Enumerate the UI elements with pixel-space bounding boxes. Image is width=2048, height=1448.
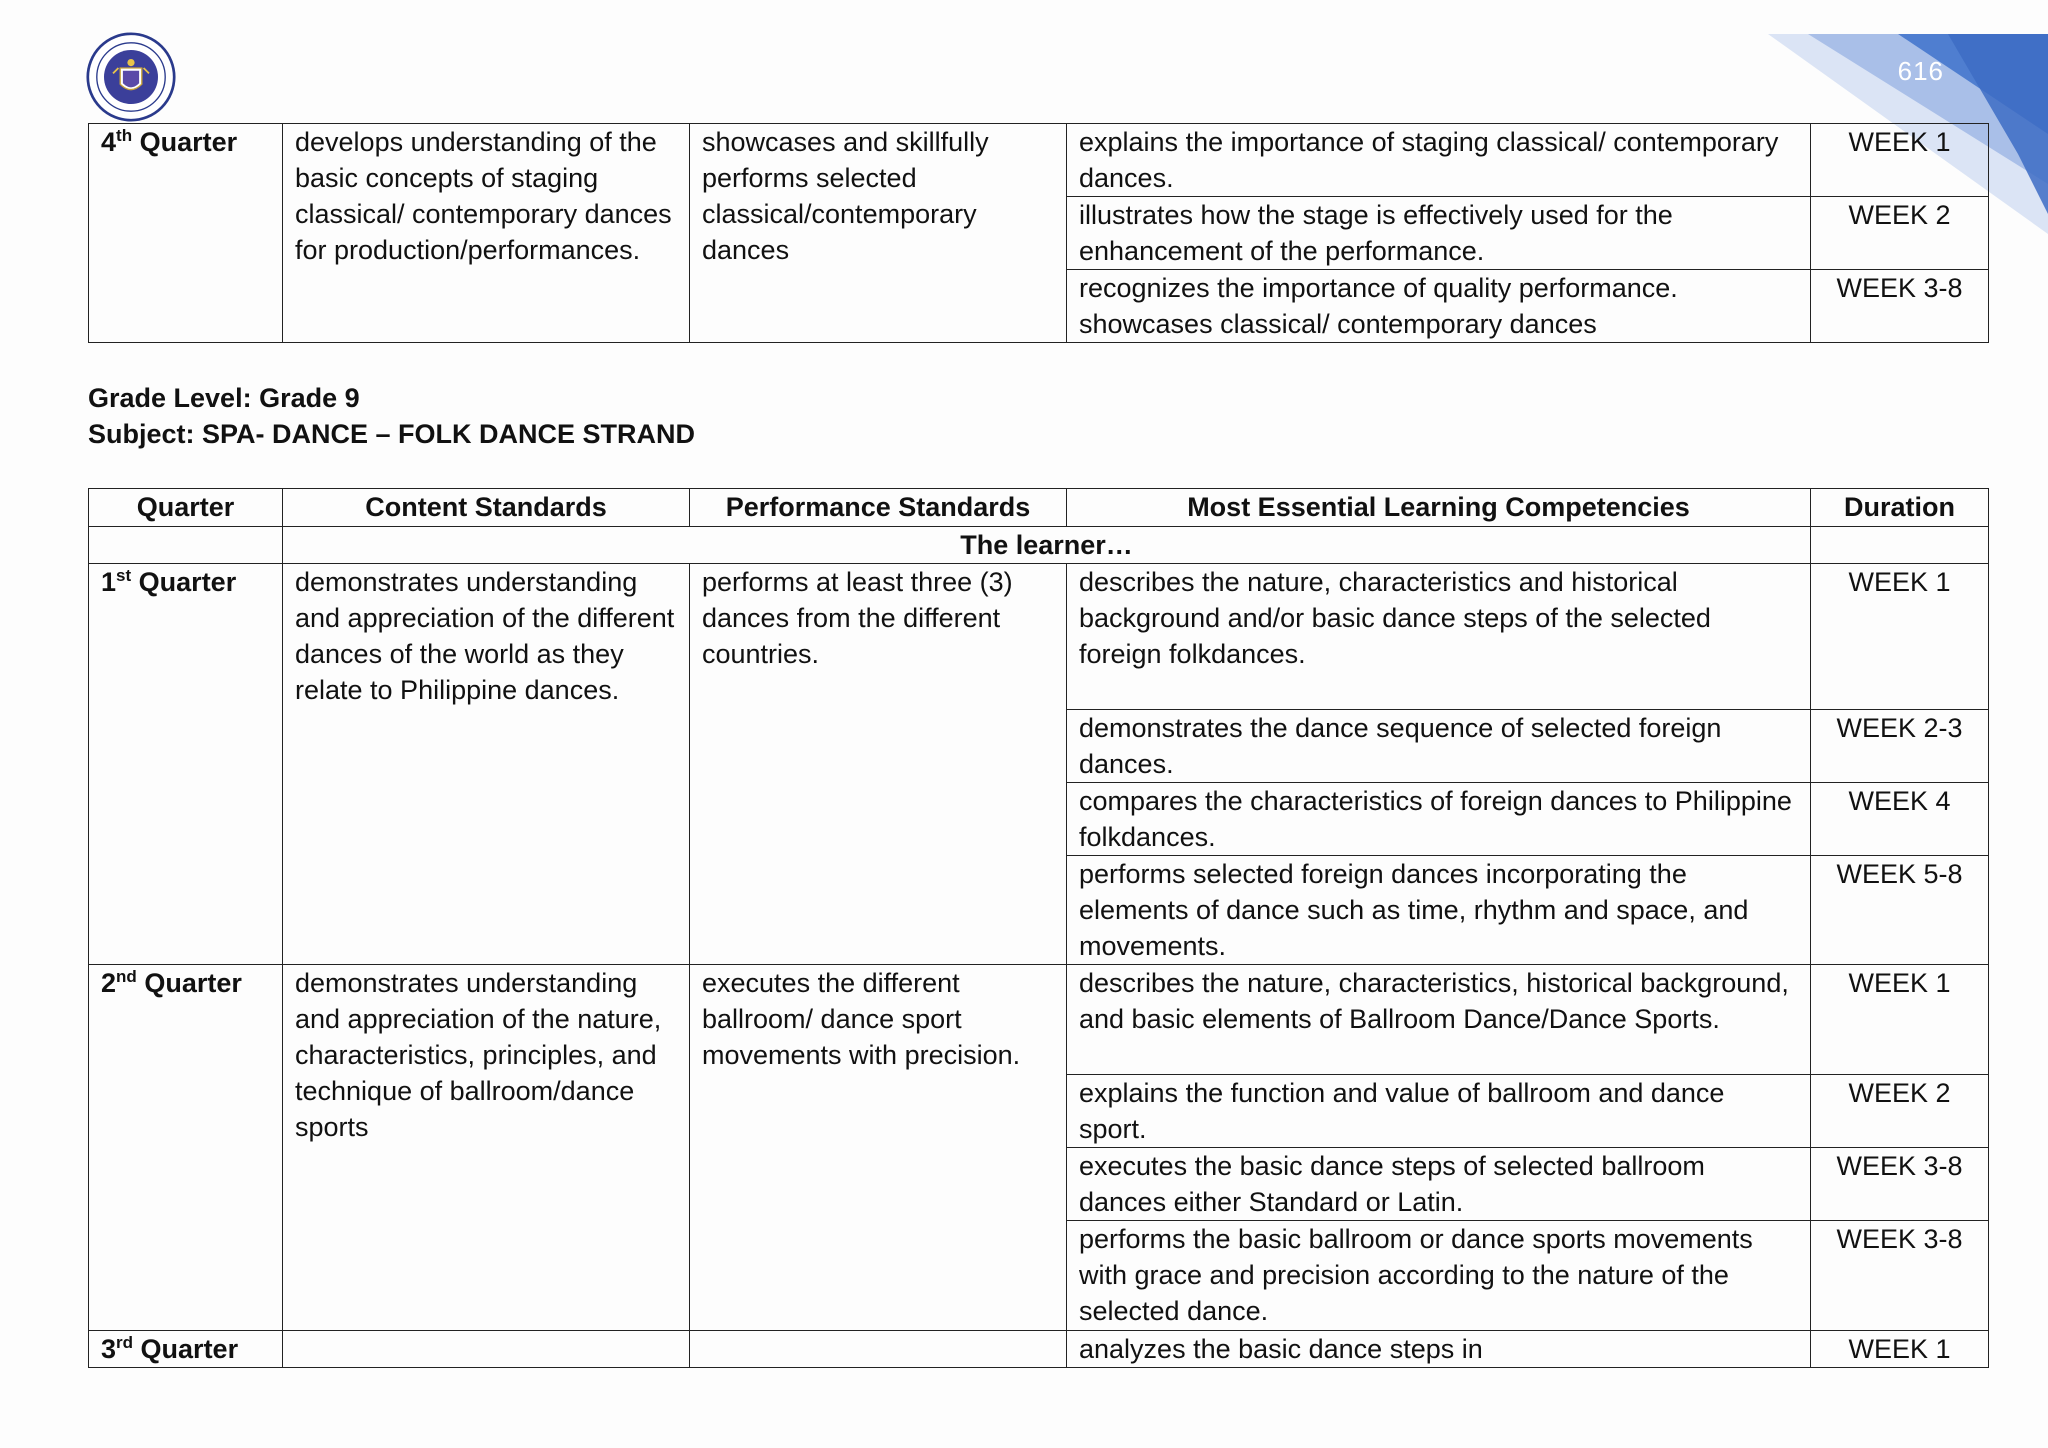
table-row: [89, 564, 1989, 710]
learner-row: [89, 527, 1989, 564]
duration-cell: WEEK 2: [1811, 197, 1989, 270]
performance-standard-cell: performs at least three (3) dances from the different countries.: [690, 564, 1067, 965]
deped-seal-icon: [86, 32, 176, 122]
duration-cell: WEEK 1: [1811, 965, 1989, 1075]
duration-cell: WEEK 1: [1811, 124, 1989, 197]
main-standards-table: [88, 488, 1989, 1368]
competency-cell: analyzes the basic dance steps in: [1067, 1331, 1811, 1368]
header-quarter: Quarter: [89, 489, 283, 527]
duration-cell: WEEK 2-3: [1811, 710, 1989, 783]
competency-cell: performs the basic ballroom or dance sports movements with grace and precision according to the nature of the selected dance.: [1067, 1221, 1811, 1331]
quarter-cell: 1st Quarter: [89, 564, 283, 965]
performance-standard-cell: [690, 1331, 1067, 1368]
duration-cell: WEEK 1: [1811, 1331, 1989, 1368]
competency-cell: performs selected foreign dances incorporating the elements of dance such as time, rhythm and space, and movements.: [1067, 856, 1811, 965]
duration-cell: WEEK 4: [1811, 783, 1989, 856]
grade-info: [88, 380, 695, 452]
table-row: [89, 1331, 1989, 1368]
competency-cell: describes the nature, characteristics and historical background and/or basic dance steps of the selected foreign folkdances.: [1067, 564, 1811, 710]
competency-cell: [1067, 270, 1811, 343]
empty-cell: [1811, 527, 1989, 564]
duration-cell: WEEK 3-8: [1811, 1221, 1989, 1331]
duration-cell: WEEK 3-8: [1811, 1148, 1989, 1221]
top-standards-table: [88, 123, 1989, 343]
duration-cell: WEEK 1: [1811, 564, 1989, 710]
competency-line: recognizes the importance of quality performance.: [1079, 273, 1678, 303]
competency-cell: describes the nature, characteristics, historical background, and basic elements of Ballroom Dance/Dance Sports.: [1067, 965, 1811, 1075]
duration-cell: WEEK 5-8: [1811, 856, 1989, 965]
learner-cell: The learner…: [283, 527, 1811, 564]
content-standard-cell: develops understanding of the basic concepts of staging classical/ contemporary dances for production/performances.: [283, 124, 690, 343]
competency-line: showcases classical/ contemporary dances: [1079, 309, 1597, 339]
competency-cell: explains the importance of staging classical/ contemporary dances.: [1067, 124, 1811, 197]
performance-standard-cell: executes the different ballroom/ dance sport movements with precision.: [690, 965, 1067, 1331]
header-competencies: Most Essential Learning Competencies: [1067, 489, 1811, 527]
competency-cell: illustrates how the stage is effectively used for the enhancement of the performance.: [1067, 197, 1811, 270]
content-standard-cell: [283, 1331, 690, 1368]
table-header-row: [89, 489, 1989, 527]
competency-cell: executes the basic dance steps of selected ballroom dances either Standard or Latin.: [1067, 1148, 1811, 1221]
duration-cell: WEEK 2: [1811, 1075, 1989, 1148]
quarter-cell: 3rd Quarter: [89, 1331, 283, 1368]
table-row: [89, 124, 1989, 197]
competency-cell: compares the characteristics of foreign dances to Philippine folkdances.: [1067, 783, 1811, 856]
duration-cell: WEEK 3-8: [1811, 270, 1989, 343]
content-standard-cell: demonstrates understanding and appreciation of the different dances of the world as they relate to Philippine dances.: [283, 564, 690, 965]
subject-title: Subject: SPA- DANCE – FOLK DANCE STRAND: [88, 419, 696, 449]
quarter-cell: 4th Quarter: [89, 124, 283, 343]
header-duration: Duration: [1811, 489, 1989, 527]
performance-standard-cell: showcases and skillfully performs selected classical/contemporary dances: [690, 124, 1067, 343]
page-number: 616: [1897, 56, 1944, 86]
header-content-standards: Content Standards: [283, 489, 690, 527]
content-standard-cell: demonstrates understanding and appreciation of the nature, characteristics, principles, and technique of ballroom/dance sports: [283, 965, 690, 1331]
competency-cell: explains the function and value of ballroom and dance sport.: [1067, 1075, 1811, 1148]
table-row: [89, 965, 1989, 1075]
quarter-cell: 2nd Quarter: [89, 965, 283, 1331]
empty-cell: [89, 527, 283, 564]
grade-level: Grade Level: Grade 9: [88, 383, 360, 413]
competency-cell: demonstrates the dance sequence of selected foreign dances.: [1067, 710, 1811, 783]
header-performance-standards: Performance Standards: [690, 489, 1067, 527]
